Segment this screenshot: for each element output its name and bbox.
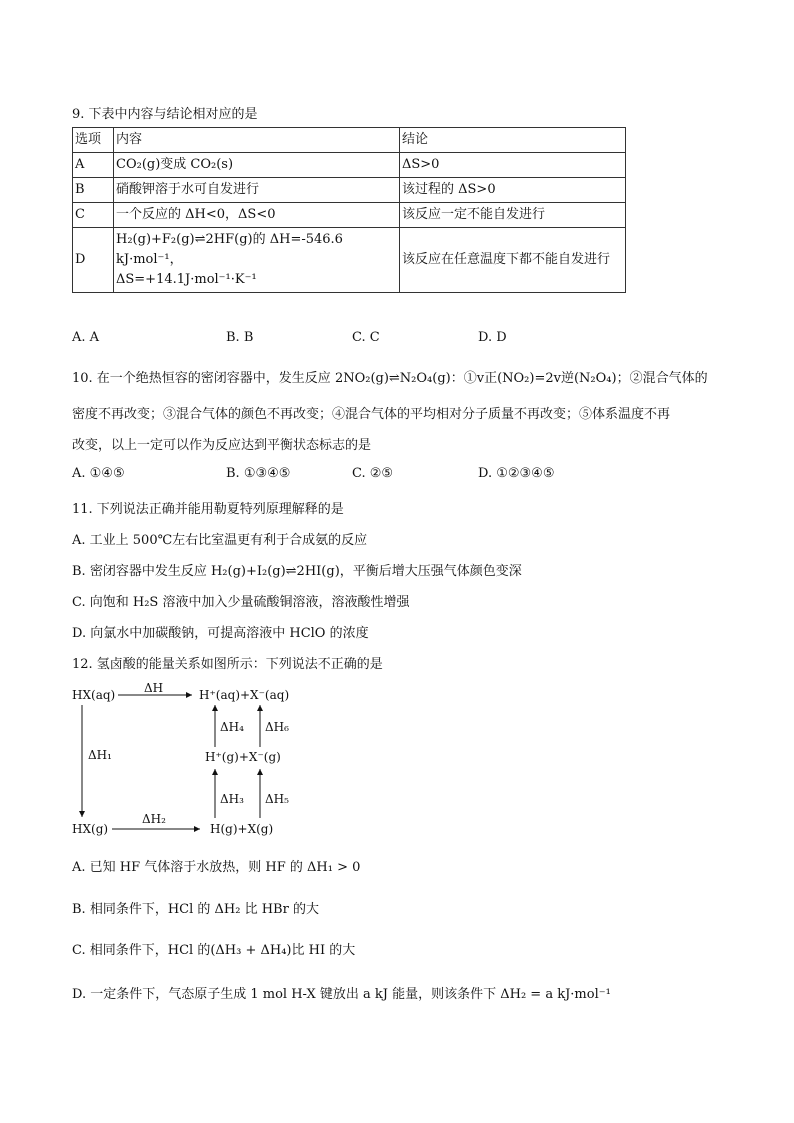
table-cell-conclusion: ΔS>0 bbox=[400, 153, 626, 178]
table-header-cell: 选项 bbox=[73, 128, 114, 153]
q10-option-d[interactable]: D. ①②③④⑤ bbox=[478, 466, 555, 481]
label-dh4: ΔH₄ bbox=[220, 720, 244, 734]
question-9-table bbox=[72, 127, 626, 293]
q11-option-a[interactable]: A. 工业上 500℃左右比室温更有利于合成氨的反应 bbox=[72, 533, 368, 548]
question-10-line-3: 改变，以上一定可以作为反应达到平衡状态标志的是 bbox=[72, 438, 372, 453]
label-dh6: ΔH₆ bbox=[265, 720, 289, 734]
q9-option-a[interactable]: A. A bbox=[72, 330, 100, 345]
table-cell-content: 硝酸钾溶于水可自发进行 bbox=[114, 178, 400, 203]
energy-cycle-diagram bbox=[72, 683, 302, 838]
q10-option-b[interactable]: B. ①③④⑤ bbox=[226, 466, 291, 481]
table-header-row bbox=[73, 128, 626, 153]
q11-option-c[interactable]: C. 向饱和 H₂S 溶液中加入少量硫酸铜溶液，溶液酸性增强 bbox=[72, 595, 410, 610]
table-header-cell: 内容 bbox=[114, 128, 400, 153]
table-row bbox=[73, 203, 626, 228]
table-cell-option: C bbox=[73, 203, 114, 228]
table-cell-option: B bbox=[73, 178, 114, 203]
table-row bbox=[73, 228, 626, 293]
table-cell-content: CO₂(g)变成 CO₂(s) bbox=[114, 153, 400, 178]
node-ions-aq: H⁺(aq)+X⁻(aq) bbox=[199, 688, 290, 702]
table-row bbox=[73, 178, 626, 203]
q11-option-b[interactable]: B. 密闭容器中发生反应 H₂(g)+I₂(g)⇌2HI(g)，平衡后增大压强气体颜色变深 bbox=[72, 564, 522, 579]
q10-option-c[interactable]: C. ②⑤ bbox=[352, 466, 394, 481]
question-12-title: 12. 氢卤酸的能量关系如图所示：下列说法不正确的是 bbox=[72, 657, 383, 672]
q11-option-d[interactable]: D. 向氯水中加碳酸钠，可提高溶液中 HClO 的浓度 bbox=[72, 626, 369, 641]
node-ions-g: H⁺(g)+X⁻(g) bbox=[205, 750, 281, 764]
table-header-cell: 结论 bbox=[400, 128, 626, 153]
node-hx-aq: HX(aq) bbox=[72, 688, 116, 702]
table-cell-content-line: ΔS=+14.1J·mol⁻¹·K⁻¹ bbox=[116, 272, 257, 287]
node-atoms-g: H(g)+X(g) bbox=[210, 822, 274, 836]
q12-option-c[interactable]: C. 相同条件下，HCl 的(ΔH₃ + ΔH₄)比 HI 的大 bbox=[72, 943, 356, 958]
table-cell-conclusion: 该过程的 ΔS>0 bbox=[400, 178, 626, 203]
q9-option-b[interactable]: B. B bbox=[226, 330, 254, 345]
question-11-title: 11. 下列说法正确并能用勒夏特列原理解释的是 bbox=[72, 502, 344, 517]
label-dh3: ΔH₃ bbox=[220, 792, 244, 806]
label-dh: ΔH bbox=[144, 683, 164, 695]
table-cell-content bbox=[114, 228, 400, 293]
label-dh2: ΔH₂ bbox=[142, 812, 166, 826]
table-cell-conclusion: 该反应在任意温度下都不能自发进行 bbox=[400, 228, 626, 293]
question-9-title: 9. 下表中内容与结论相对应的是 bbox=[72, 107, 258, 122]
q10-option-a[interactable]: A. ①④⑤ bbox=[72, 466, 125, 481]
label-dh1: ΔH₁ bbox=[88, 748, 112, 762]
q9-option-d[interactable]: D. D bbox=[478, 330, 507, 345]
q12-option-b[interactable]: B. 相同条件下，HCl 的 ΔH₂ 比 HBr 的大 bbox=[72, 902, 319, 917]
table-cell-conclusion: 该反应一定不能自发进行 bbox=[400, 203, 626, 228]
table-cell-option: D bbox=[73, 228, 114, 293]
q9-option-c[interactable]: C. C bbox=[352, 330, 380, 345]
table-cell-content-line: H₂(g)+F₂(g)⇌2HF(g)的 ΔH=-546.6 kJ·mol⁻¹， bbox=[116, 232, 343, 267]
label-dh5: ΔH₅ bbox=[265, 792, 289, 806]
question-10-line-2: 密度不再改变；③混合气体的颜色不再改变；④混合气体的平均相对分子质量不再改变；⑤体系温度不再 bbox=[72, 407, 671, 422]
table-cell-option: A bbox=[73, 153, 114, 178]
question-10-line-1: 10. 在一个绝热恒容的密闭容器中，发生反应 2NO₂(g)⇌N₂O₄(g)：①v正(NO₂)=2v逆(N₂O₄)；②混合气体的 bbox=[72, 371, 708, 386]
table-row bbox=[73, 153, 626, 178]
table-cell-content: 一个反应的 ΔH<0，ΔS<0 bbox=[114, 203, 400, 228]
q12-option-d[interactable]: D. 一定条件下，气态原子生成 1 mol H-X 键放出 a kJ 能量，则该条件下 ΔH₂ = a kJ·mol⁻¹ bbox=[72, 987, 611, 1002]
node-hx-g: HX(g) bbox=[72, 822, 109, 836]
q12-option-a[interactable]: A. 已知 HF 气体溶于水放热，则 HF 的 ΔH₁ > 0 bbox=[72, 860, 361, 875]
